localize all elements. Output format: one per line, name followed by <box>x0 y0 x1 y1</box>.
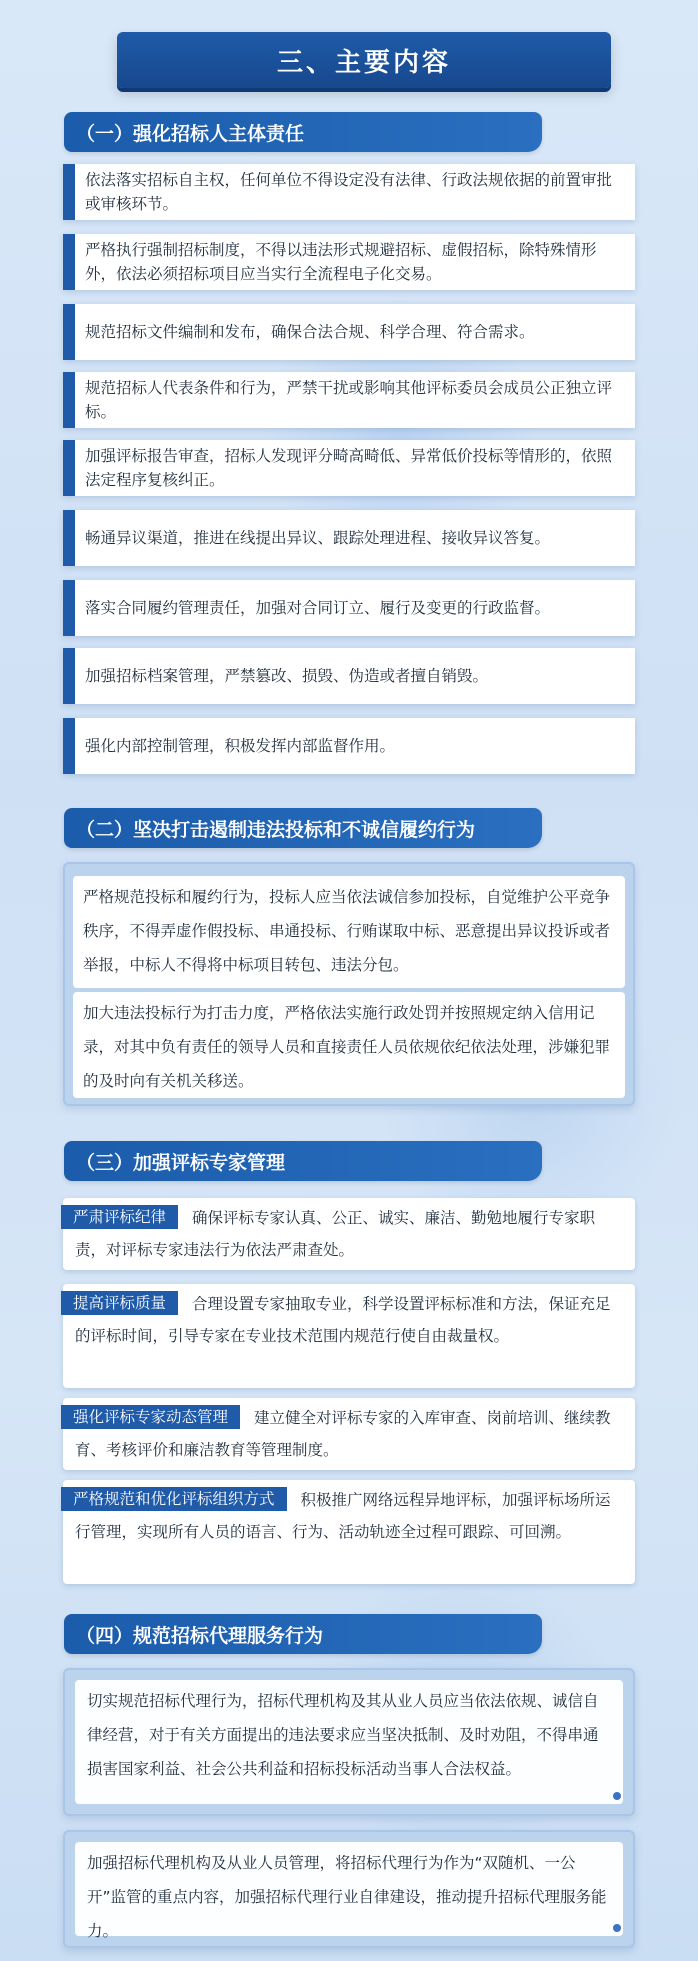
section-heading-1: （一）强化招标人主体责任 <box>64 112 542 152</box>
decorative-dot <box>613 1792 621 1800</box>
item-tag: 严格规范和优化评标组织方式 <box>61 1487 287 1511</box>
list-item: 规范招标人代表条件和行为，严禁干扰或影响其他评标委员会成员公正独立评标。 <box>63 372 635 428</box>
item-tag: 强化评标专家动态管理 <box>61 1405 240 1429</box>
content-panel <box>63 1830 635 1948</box>
list-item <box>63 1198 635 1270</box>
content-panel <box>63 1668 635 1816</box>
section-heading-4: （四）规范招标代理服务行为 <box>64 1614 542 1654</box>
list-item <box>63 1398 635 1470</box>
paragraph: 加大违法投标行为打击力度，严格依法实施行政处罚并按照规定纳入信用记录，对其中负有责任的领导人员和直接责任人员依规依纪依法处理，涉嫌犯罪的及时向有关机关移送。 <box>73 992 625 1098</box>
section-heading-2: （二）坚决打击遏制违法投标和不诚信履约行为 <box>64 808 542 848</box>
list-item <box>63 1284 635 1388</box>
item-tag: 提高评标质量 <box>61 1291 178 1315</box>
item-tag: 严肃评标纪律 <box>61 1205 178 1229</box>
list-item: 落实合同履约管理责任，加强对合同订立、履行及变更的行政监督。 <box>63 580 635 636</box>
page-title: 三、主要内容 <box>117 32 611 88</box>
paragraph: 严格规范投标和履约行为，投标人应当依法诚信参加投标，自觉维护公平竞争秩序，不得弄虚作假投标、串通投标、行贿谋取中标、恶意提出异议投诉或者举报，中标人不得将中标项目转包、违法分包。 <box>73 876 625 988</box>
list-item: 强化内部控制管理，积极发挥内部监督作用。 <box>63 718 635 774</box>
list-item <box>63 1480 635 1584</box>
item-text: 确保评标专家认真、公正、诚实、廉洁、勤勉地履行专家职责，对评标专家违法行为依法严肃查处。 <box>75 1209 596 1259</box>
list-item: 规范招标文件编制和发布，确保合法合规、科学合理、符合需求。 <box>63 304 635 360</box>
item-text: 合理设置专家抽取专业，科学设置评标标准和方法，保证充足的评标时间，引导专家在专业技术范围内规范行使自由裁量权。 <box>75 1295 611 1345</box>
list-item: 加强招标档案管理，严禁篡改、损毁、伪造或者擅自销毁。 <box>63 648 635 704</box>
content-panel <box>63 862 635 1106</box>
list-item: 畅通异议渠道，推进在线提出异议、跟踪处理进程、接收异议答复。 <box>63 510 635 566</box>
list-item: 严格执行强制招标制度，不得以违法形式规避招标、虚假招标，除特殊情形外，依法必须招标项目应当实行全流程电子化交易。 <box>63 234 635 290</box>
paragraph: 切实规范招标代理行为，招标代理机构及其从业人员应当依法依规、诚信自律经营，对于有关方面提出的违法要求应当坚决抵制、及时劝阻，不得串通损害国家利益、社会公共利益和招标投标活动当事人合法权益。 <box>75 1680 623 1804</box>
item-text: 建立健全对评标专家的入库审查、岗前培训、继续教育、考核评价和廉洁教育等管理制度。 <box>75 1409 611 1459</box>
paragraph: 加强招标代理机构及从业人员管理，将招标代理行为作为“双随机、一公开”监管的重点内容，加强招标代理行业自律建设，推动提升招标代理服务能力。 <box>75 1842 623 1936</box>
section-heading-3: （三）加强评标专家管理 <box>64 1141 542 1181</box>
decorative-dot <box>613 1924 621 1932</box>
list-item: 依法落实招标自主权，任何单位不得设定没有法律、行政法规依据的前置审批或审核环节。 <box>63 164 635 220</box>
list-item: 加强评标报告审查，招标人发现评分畸高畸低、异常低价投标等情形的，依照法定程序复核纠正。 <box>63 440 635 496</box>
item-text: 积极推广网络远程异地评标，加强评标场所运行管理，实现所有人员的语言、行为、活动轨迹全过程可跟踪、可回溯。 <box>75 1491 611 1541</box>
